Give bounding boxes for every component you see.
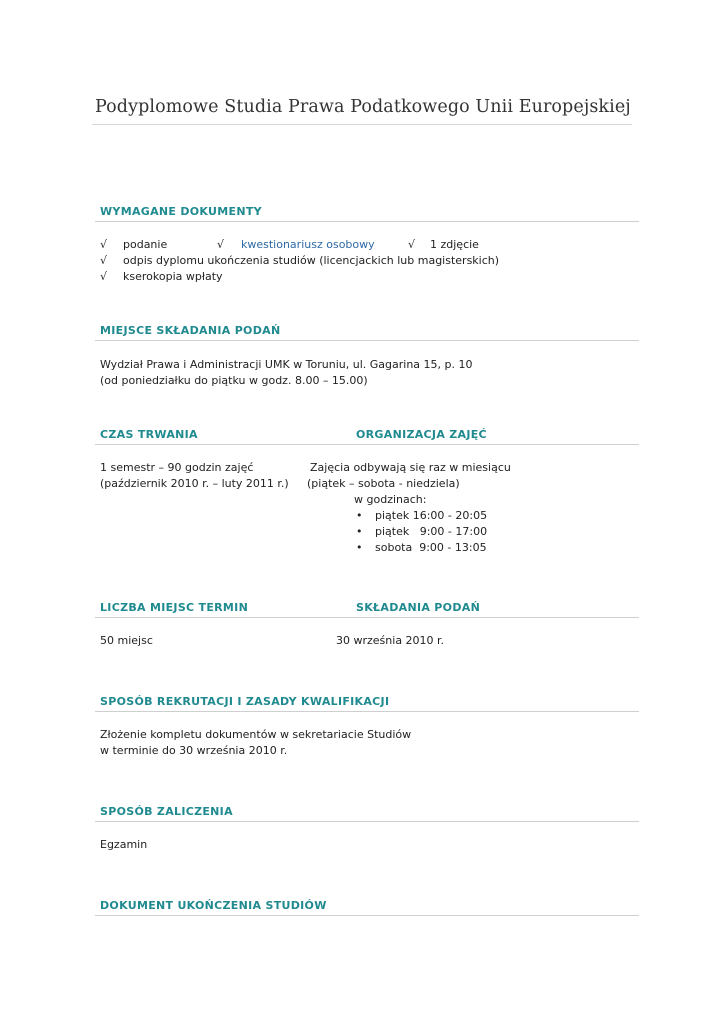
section-divider [95,221,639,222]
section-divider [95,821,639,822]
section-heading-certificate: DOKUMENT UKOŃCZENIA STUDIÓW [100,899,327,912]
place-hours: (od poniedziałku do piątku w godz. 8.00 – 15.00) [100,374,368,387]
place-address: Wydział Prawa i Administracji UMK w Toruniu, ul. Gagarina 15, p. 10 [100,358,473,371]
section-divider [95,915,639,916]
section-heading-recruitment: SPOSÓB REKRUTACJI I ZASADY KWALIFIKACJI [100,695,390,708]
recruitment-deadline: w terminie do 30 września 2010 r. [100,744,288,757]
section-heading-places: LICZBA MIEJSC TERMIN [100,601,249,614]
title-divider [92,124,632,125]
duration-hours: 1 semestr – 90 godzin zajęć [100,461,254,474]
section-divider [95,711,639,712]
bullet-icon: • [356,541,363,554]
section-heading-place: MIEJSCE SKŁADANIA PODAŃ [100,324,281,337]
document-item-questionnaire-link[interactable]: kwestionariusz osobowy [241,238,375,251]
bullet-icon: • [356,509,363,522]
document-item-payment: kserokopia wpłaty [123,270,223,283]
checkmark-icon: √ [100,270,108,283]
places-count: 50 miejsc [100,634,153,647]
checkmark-icon: √ [100,238,108,251]
page-title: Podyplomowe Studia Prawa Podatkowego Unii Europejskiej [95,97,631,117]
duration-dates: (październik 2010 r. – luty 2011 r.) [100,477,289,490]
section-divider [95,617,639,618]
organization-frequency: Zajęcia odbywają się raz w miesiącu [310,461,511,474]
section-heading-deadline: SKŁADANIA PODAŃ [356,601,481,614]
schedule-item: piątek 9:00 - 17:00 [375,525,488,538]
completion-method: Egzamin [100,838,148,851]
document-item-photo: 1 zdjęcie [430,238,479,251]
deadline-date: 30 września 2010 r. [336,634,445,647]
document-item-diploma: odpis dyplomu ukończenia studiów (licencjackich lub magisterskich) [123,254,500,267]
checkmark-icon: √ [100,254,108,267]
bullet-icon: • [356,525,363,538]
section-heading-organization: ORGANIZACJA ZAJĘĆ [356,428,487,441]
section-heading-completion: SPOSÓB ZALICZENIA [100,805,233,818]
section-heading-documents: WYMAGANE DOKUMENTY [100,205,262,218]
organization-days: (piątek – sobota - niedziela) [307,477,460,490]
section-divider [95,340,639,341]
document-item-application: podanie [123,238,168,251]
section-heading-duration: CZAS TRWANIA [100,428,198,441]
section-divider [95,444,639,445]
schedule-item: sobota 9:00 - 13:05 [375,541,487,554]
organization-hours-label: w godzinach: [354,493,427,506]
schedule-item: piątek 16:00 - 20:05 [375,509,488,522]
checkmark-icon: √ [217,238,225,251]
checkmark-icon: √ [408,238,416,251]
recruitment-text: Złożenie kompletu dokumentów w sekretariacie Studiów [100,728,412,741]
